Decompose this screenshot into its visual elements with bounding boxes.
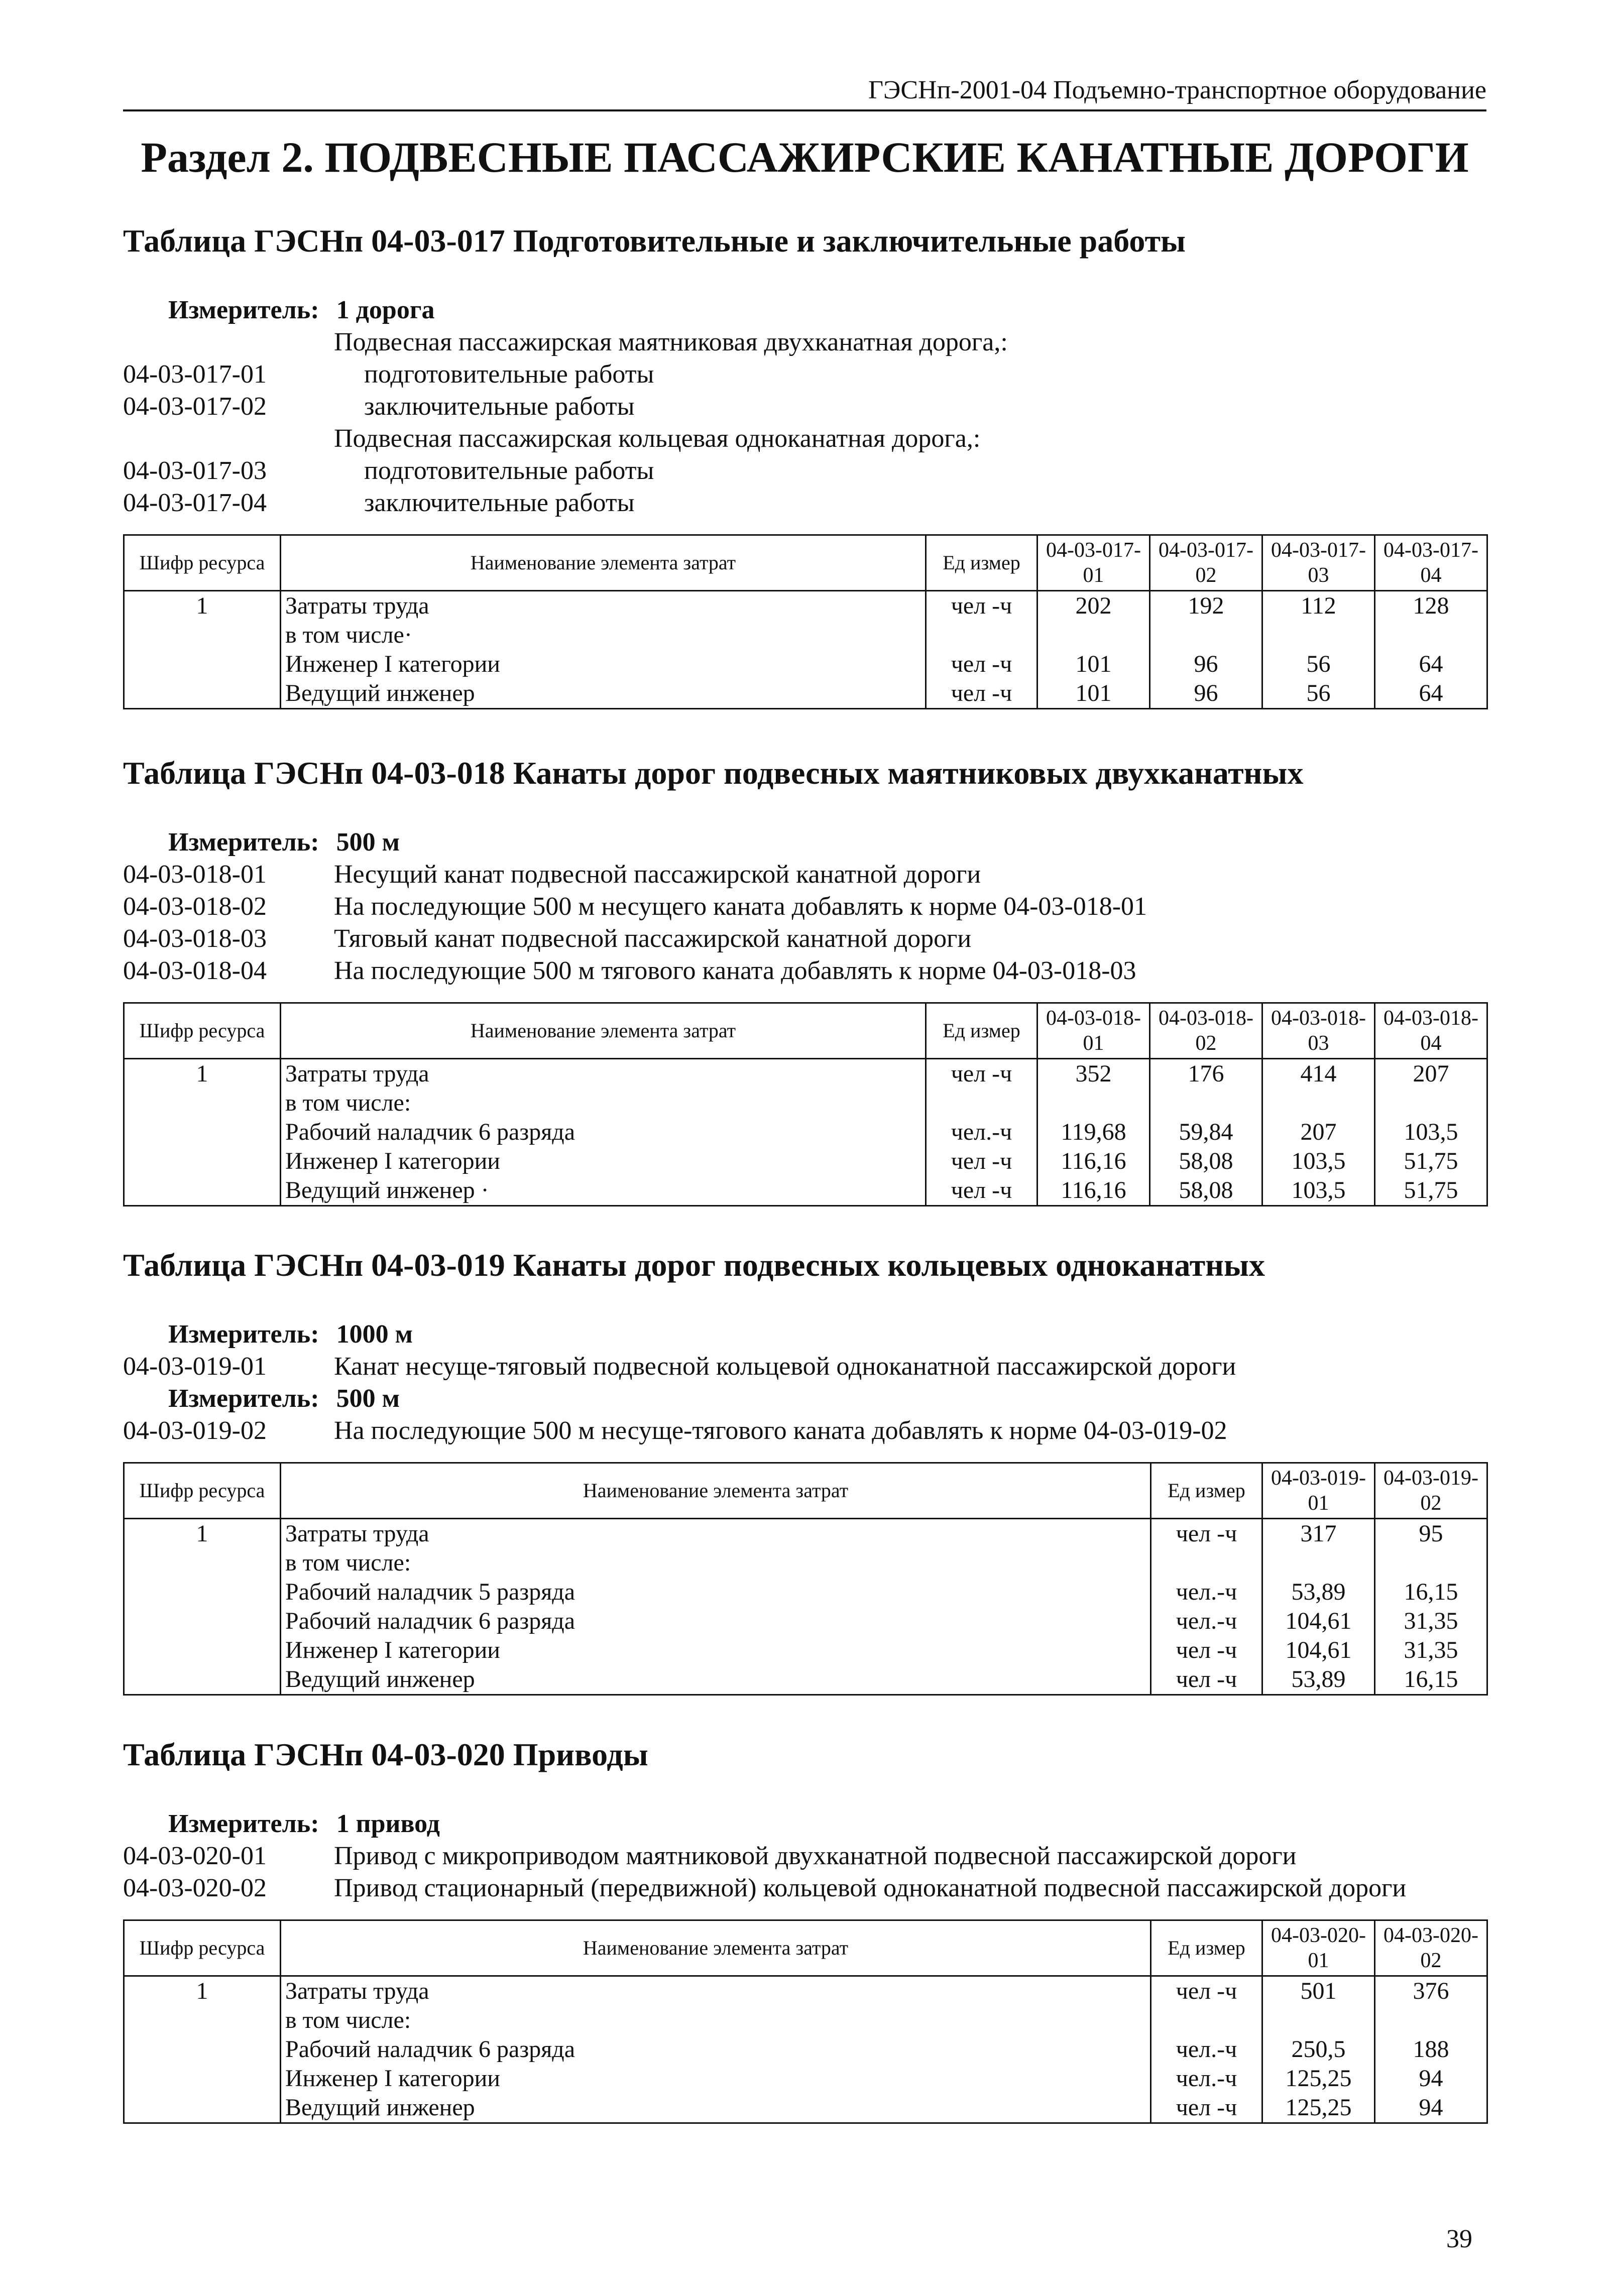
norm-code: 04-03-018-03 [123,924,267,953]
section-title: Раздел 2. ПОДВЕСНЫЕ ПАССАЖИРСКИЕ КАНАТНЫЕ ДОРОГИ [141,133,1469,181]
norm-item [123,1840,1486,1872]
running-header: ГЭСНп-2001-04 Подъемно-транспортное оборудование [868,76,1486,104]
norm-desc: Канат несуще-тяговый подвесной кольцевой одноканатной пассажирской дороги [334,1352,1236,1381]
col-header-code: 04-03-019-02 [1375,1463,1487,1519]
norm-desc: заключительные работы [364,392,635,421]
cell-value: 101 [1037,679,1150,709]
norm-item [123,859,1486,891]
cell-resource [124,621,281,650]
meter-value: 1 привод [336,1809,440,1838]
cell-value [1037,1089,1150,1118]
cell-name: Ведущий инженер [281,1665,1151,1695]
cell-value: 95 [1375,1519,1487,1549]
norm-code: 04-03-019-02 [123,1416,267,1445]
cell-resource [124,2064,281,2093]
cell-name: Затраты труда [281,1519,1151,1549]
cell-unit: чел -ч [926,679,1037,709]
table-020-meter [168,1808,1486,1840]
table-017-group-2: Подвесная пассажирская кольцевая одноканатная дорога,: [334,424,981,453]
cell-resource: 1 [124,1519,281,1549]
norm-desc: заключительные работы [364,489,635,517]
cell-value: 101 [1037,650,1150,679]
norm-desc: На последующие 500 м несущего каната добавлять к норме 04-03-018-01 [334,892,1147,921]
col-header-resource: Шифр ресурса [124,1920,281,1976]
cell-value: 96 [1150,679,1262,709]
table-020-title: Таблица ГЭСНп 04-03-020 Приводы [123,1737,648,1772]
cell-unit: чел -ч [926,1059,1037,1089]
table-row [124,621,1487,650]
cell-name: Рабочий наладчик 6 разряда [281,2035,1151,2064]
cell-name: Рабочий наладчик 6 разряда [281,1607,1151,1636]
norm-code: 04-03-018-04 [123,956,267,985]
cell-unit: чел -ч [1151,2093,1262,2123]
cell-unit: чел.-ч [1151,2035,1262,2064]
table-018-resources [123,1002,1488,1206]
norm-code: 04-03-020-02 [123,1874,267,1902]
meter-label: Измеритель: [168,1320,319,1349]
col-header-code: 04-03-018-03 [1262,1003,1375,1059]
cell-resource: 1 [124,591,281,621]
cell-value: 188 [1375,2035,1487,2064]
cell-unit: чел -ч [926,1176,1037,1206]
col-header-code: 04-03-018-04 [1375,1003,1487,1059]
cell-name: в том числе· [281,621,926,650]
table-017-meter [168,294,1486,326]
cell-value: 207 [1375,1059,1487,1089]
table-row [124,2006,1487,2035]
table-017-resources [123,534,1488,709]
cell-value: 16,15 [1375,1665,1487,1695]
page-number: 39 [1446,2225,1472,2253]
cell-name: Инженер I категории [281,2064,1151,2093]
cell-unit: чел -ч [926,650,1037,679]
cell-unit: чел -ч [926,1147,1037,1176]
col-header-name: Наименование элемента затрат [281,1003,926,1059]
cell-resource [124,1147,281,1176]
cell-resource [124,1548,281,1578]
meter-label: Измеритель: [168,296,319,324]
cell-name: в том числе: [281,1089,926,1118]
table-019-block [123,1245,1486,1696]
norm-item [123,358,1486,391]
cell-value: 96 [1150,650,1262,679]
table-017-group-1: Подвесная пассажирская маятниковая двухканатная дорога,: [334,328,1008,356]
cell-value [1262,1089,1375,1118]
cell-name: Инженер I категории [281,1636,1151,1665]
cell-value: 414 [1262,1059,1375,1089]
col-header-name: Наименование элемента затрат [281,1463,1151,1519]
cell-value: 59,84 [1150,1118,1262,1147]
meter-label: Измеритель: [168,1809,319,1838]
cell-unit [1151,2006,1262,2035]
norm-code: 04-03-017-03 [123,456,267,485]
meter-value: 1 дорога [336,296,435,324]
cell-value [1375,621,1487,650]
cell-unit: чел.-ч [926,1118,1037,1147]
norm-desc: На последующие 500 м тягового каната добавлять к норме 04-03-018-03 [334,956,1136,985]
cell-resource [124,1176,281,1206]
col-header-unit: Ед измер [1151,1463,1262,1519]
table-020-resources [123,1919,1488,2124]
cell-value: 192 [1150,591,1262,621]
norm-desc: подготовительные работы [364,360,654,389]
cell-value: 128 [1375,591,1487,621]
table-019-title: Таблица ГЭСНп 04-03-019 Канаты дорог подвесных кольцевых одноканатных [123,1247,1265,1283]
table-row [124,1147,1487,1176]
cell-unit [1151,1548,1262,1578]
cell-unit [926,621,1037,650]
cell-value: 125,25 [1262,2093,1375,2123]
header-rule [123,109,1486,111]
norm-desc: Несущий канат подвесной пассажирской канатной дороги [334,860,981,889]
col-header-code: 04-03-020-02 [1375,1920,1487,1976]
cell-resource [124,1665,281,1695]
meter-value: 500 м [336,828,400,857]
table-row [124,1176,1487,1206]
col-header-resource: Шифр ресурса [124,1003,281,1059]
cell-value: 56 [1262,679,1375,709]
table-row [124,1578,1487,1607]
cell-resource [124,1118,281,1147]
col-header-name: Наименование элемента затрат [281,535,926,591]
cell-value: 31,35 [1375,1636,1487,1665]
cell-value: 53,89 [1262,1665,1375,1695]
cell-resource [124,2006,281,2035]
cell-value [1375,2006,1487,2035]
cell-value: 317 [1262,1519,1375,1549]
cell-value: 116,16 [1037,1176,1150,1206]
table-020-block [123,1735,1486,2124]
cell-name: Ведущий инженер [281,679,926,709]
cell-name: Рабочий наладчик 6 разряда [281,1118,926,1147]
cell-resource [124,650,281,679]
cell-value: 53,89 [1262,1578,1375,1607]
cell-value [1262,621,1375,650]
cell-unit: чел -ч [926,591,1037,621]
cell-value [1150,621,1262,650]
norm-item [123,923,1486,955]
cell-unit [926,1089,1037,1118]
cell-unit: чел -ч [1151,1519,1262,1549]
cell-value: 176 [1150,1059,1262,1089]
col-header-unit: Ед измер [1151,1920,1262,1976]
table-017-title: Таблица ГЭСНп 04-03-017 Подготовительные и заключительные работы [123,223,1186,259]
cell-resource [124,2093,281,2123]
cell-value: 58,08 [1150,1176,1262,1206]
cell-unit: чел.-ч [1151,1578,1262,1607]
cell-value: 58,08 [1150,1147,1262,1176]
cell-value: 56 [1262,650,1375,679]
cell-value: 376 [1375,1976,1487,2006]
table-row [124,591,1487,621]
col-header-code: 04-03-017-04 [1375,535,1487,591]
cell-value: 51,75 [1375,1176,1487,1206]
cell-value: 16,15 [1375,1578,1487,1607]
cell-value: 103,5 [1262,1176,1375,1206]
cell-name: Рабочий наладчик 5 разряда [281,1578,1151,1607]
cell-name: Затраты труда [281,1059,926,1089]
cell-value: 64 [1375,679,1487,709]
cell-name: Инженер I категории [281,1147,926,1176]
col-header-code: 04-03-020-01 [1262,1920,1375,1976]
cell-unit: чел.-ч [1151,1607,1262,1636]
table-row [124,1976,1487,2006]
col-header-unit: Ед измер [926,535,1037,591]
cell-value [1262,2006,1375,2035]
col-header-resource: Шифр ресурса [124,1463,281,1519]
meter-label: Измеритель: [168,1384,319,1413]
cell-value: 64 [1375,650,1487,679]
col-header-code: 04-03-018-01 [1037,1003,1150,1059]
norm-code: 04-03-017-02 [123,392,267,421]
norm-desc: Тяговый канат подвесной пассажирской канатной дороги [334,924,972,953]
table-row [124,2064,1487,2093]
cell-name: Ведущий инженер · [281,1176,926,1206]
col-header-name: Наименование элемента затрат [281,1920,1151,1976]
cell-value: 94 [1375,2064,1487,2093]
cell-resource [124,679,281,709]
cell-name: в том числе: [281,1548,1151,1578]
cell-value: 104,61 [1262,1607,1375,1636]
col-header-unit: Ед измер [926,1003,1037,1059]
cell-resource [124,1578,281,1607]
cell-resource: 1 [124,1059,281,1089]
cell-unit: чел -ч [1151,1636,1262,1665]
cell-value [1037,621,1150,650]
norm-item [123,455,1486,487]
cell-value: 112 [1262,591,1375,621]
table-017-block [123,221,1486,709]
norm-item [123,1872,1486,1904]
norm-item [123,1351,1486,1383]
cell-value: 31,35 [1375,1607,1487,1636]
norm-code: 04-03-017-04 [123,489,267,517]
table-018-block [123,753,1486,1206]
cell-value: 501 [1262,1976,1375,2006]
col-header-code: 04-03-017-03 [1262,535,1375,591]
cell-name: Затраты труда [281,591,926,621]
cell-value [1375,1548,1487,1578]
cell-resource: 1 [124,1976,281,2006]
cell-value: 207 [1262,1118,1375,1147]
norm-code: 04-03-017-01 [123,360,267,389]
table-row [124,1636,1487,1665]
cell-resource [124,1636,281,1665]
cell-value: 119,68 [1037,1118,1150,1147]
meter-label: Измеритель: [168,828,319,857]
table-row [124,1118,1487,1147]
cell-value [1262,1548,1375,1578]
table-row [124,1665,1487,1695]
norm-code: 04-03-018-02 [123,892,267,921]
cell-name: Затраты труда [281,1976,1151,2006]
col-header-code: 04-03-019-01 [1262,1463,1375,1519]
table-row [124,1548,1487,1578]
norm-item [123,891,1486,923]
norm-code: 04-03-019-01 [123,1352,267,1381]
col-header-code: 04-03-018-02 [1150,1003,1262,1059]
norm-desc: Привод с микроприводом маятниковой двухканатной подвесной пассажирской дороги [334,1842,1297,1870]
cell-name: Ведущий инженер [281,2093,1151,2123]
norm-code: 04-03-020-01 [123,1842,267,1870]
norm-code: 04-03-018-01 [123,860,267,889]
cell-name: Инженер I категории [281,650,926,679]
cell-value: 103,5 [1375,1118,1487,1147]
norm-desc: подготовительные работы [364,456,654,485]
table-row [124,650,1487,679]
norm-item [123,1415,1486,1447]
cell-value: 250,5 [1262,2035,1375,2064]
norm-item [123,487,1486,519]
cell-value: 116,16 [1037,1147,1150,1176]
table-019-meter [168,1318,1486,1351]
norm-desc: На последующие 500 м несуще-тягового каната добавлять к норме 04-03-019-02 [334,1416,1227,1445]
cell-value: 352 [1037,1059,1150,1089]
table-row [124,679,1487,709]
meter-value: 1000 м [336,1320,413,1349]
table-018-title: Таблица ГЭСНп 04-03-018 Канаты дорог подвесных маятниковых двухканатных [123,755,1304,791]
cell-value [1375,1089,1487,1118]
cell-name: в том числе: [281,2006,1151,2035]
table-018-meter [168,826,1486,859]
cell-value: 94 [1375,2093,1487,2123]
col-header-resource: Шифр ресурса [124,535,281,591]
meter-value: 500 м [336,1384,400,1413]
cell-unit: чел -ч [1151,1665,1262,1695]
cell-resource [124,1089,281,1118]
norm-item [123,955,1486,987]
cell-unit: чел -ч [1151,1976,1262,2006]
norm-desc: Привод стационарный (передвижной) кольцевой одноканатной подвесной пассажирской дороги [334,1874,1407,1902]
table-row [124,2093,1487,2123]
cell-unit: чел.-ч [1151,2064,1262,2093]
table-row [124,1519,1487,1549]
col-header-code: 04-03-017-01 [1037,535,1150,591]
table-019-meter-2 [168,1383,1486,1415]
cell-resource [124,2035,281,2064]
cell-value: 202 [1037,591,1150,621]
cell-value: 103,5 [1262,1147,1375,1176]
cell-value: 125,25 [1262,2064,1375,2093]
cell-resource [124,1607,281,1636]
table-row [124,1607,1487,1636]
table-row [124,2035,1487,2064]
cell-value: 51,75 [1375,1147,1487,1176]
table-019-resources [123,1462,1488,1696]
norm-item [123,391,1486,423]
table-row [124,1089,1487,1118]
col-header-code: 04-03-017-02 [1150,535,1262,591]
cell-value: 104,61 [1262,1636,1375,1665]
table-row [124,1059,1487,1089]
cell-value [1150,1089,1262,1118]
